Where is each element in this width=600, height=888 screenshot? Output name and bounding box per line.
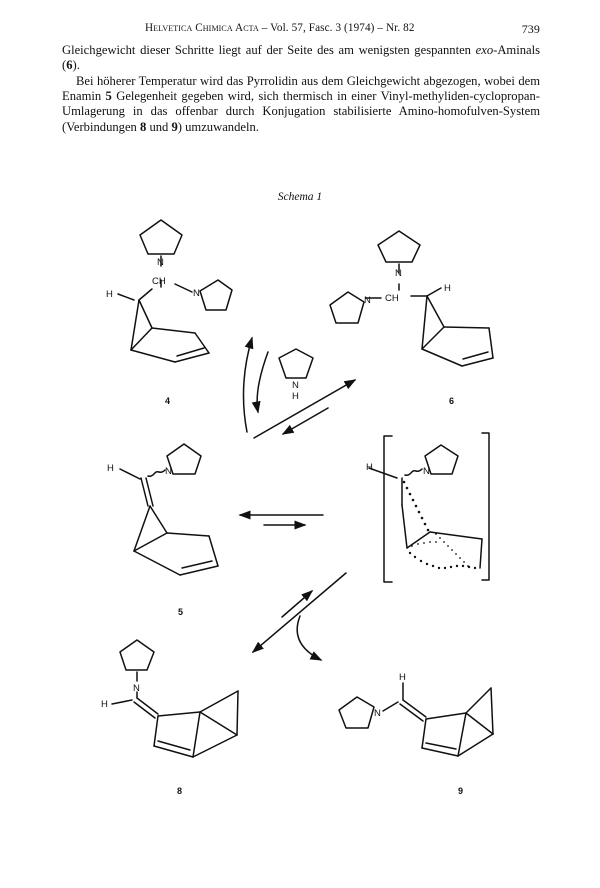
c5-n: N (165, 466, 172, 477)
c9-h: H (399, 672, 406, 683)
c6-n-top: N (395, 268, 402, 279)
journal-citation (145, 22, 415, 34)
p2-compound-ref-8: 8 (140, 119, 147, 134)
ts-bracket-left (384, 436, 392, 582)
c4-ch: CH (152, 276, 166, 287)
ts-h: H (366, 462, 373, 473)
c5-h: H (107, 463, 114, 474)
p2-text-a: Bei höherer Temperatur wird das Pyrrolidin aus dem Gleichgewicht abgezogen, wobei dem Enamin (62, 74, 540, 104)
arrow-4-to-5 (257, 352, 268, 412)
c6-pyrrolidine-left (330, 292, 364, 323)
ts-bracket-right (482, 433, 489, 580)
c8-n: N (133, 683, 140, 694)
paragraph-2 (62, 74, 540, 135)
reagent-h: H (292, 391, 299, 402)
c4-pyrrolidine-right (200, 280, 232, 310)
c8-h: H (101, 699, 108, 710)
compound-5 (120, 444, 218, 575)
pyrrolidine-reagent (279, 349, 313, 378)
p1-exo: exo (475, 43, 494, 57)
arrow-8-to-ts (282, 591, 312, 617)
label-compound-6: 6 (449, 396, 455, 406)
paragraph-1 (62, 43, 540, 73)
p2-text-c: und (146, 119, 172, 134)
ts-wavy-bond (405, 469, 422, 475)
arrow-5-to-4 (243, 338, 252, 432)
c9-n: N (374, 708, 381, 719)
label-compound-9: 9 (458, 786, 464, 796)
reaction-scheme (0, 200, 600, 820)
compound-9 (339, 683, 493, 756)
label-compound-4: 4 (165, 396, 171, 406)
c6-n-left: N (364, 295, 371, 306)
arrow-to-9 (297, 616, 321, 660)
p1-compound-ref: 6 (66, 58, 73, 73)
arrow-5-to-6 (254, 380, 355, 438)
c4-n-top: N (157, 257, 164, 268)
ts-pyrrolidine (425, 445, 458, 474)
arrow-6-to-5 (283, 408, 328, 434)
compound-8 (112, 640, 238, 757)
c4-h: H (106, 289, 113, 300)
label-compound-8: 8 (177, 786, 183, 796)
c4-pyrrolidine-top (140, 220, 182, 254)
transition-state (369, 433, 489, 582)
p2-compound-ref-5: 5 (105, 89, 112, 104)
c6-pyrrolidine-top (378, 231, 420, 262)
c5-pyrrolidine (167, 444, 201, 474)
label-compound-5: 5 (178, 607, 184, 617)
p1-text-c: ). (72, 58, 80, 73)
c4-n-right: N (193, 288, 200, 299)
c5-wavy-bond (148, 470, 165, 476)
reagent-n: N (292, 380, 299, 391)
ts-dotted-bonds (403, 481, 476, 570)
journal-name: Helvetica Chimica Acta (145, 22, 259, 34)
p1-text-a: Gleichgewicht dieser Schritte liegt auf der Seite des am wenigsten gespannten (62, 43, 476, 57)
ts-n: N (423, 466, 430, 477)
compound-4 (118, 220, 232, 362)
volume-info: – Vol. 57, Fasc. 3 (1974) – Nr. 82 (258, 22, 415, 34)
p2-text-d: ) umzuwandeln. (177, 119, 259, 134)
c8-pyrrolidine (120, 640, 154, 670)
p2-compound-ref-9: 9 (171, 119, 178, 134)
page-number: 739 (521, 22, 540, 36)
scheme-caption: Schema 1 (277, 191, 323, 203)
c9-pyrrolidine (339, 697, 374, 728)
c6-ch: CH (385, 293, 399, 304)
running-header (62, 22, 540, 38)
p1-text-b: -Aminals ( (62, 43, 540, 73)
c6-h: H (444, 283, 451, 294)
compound-6 (330, 231, 493, 366)
p2-text-b: Gelegenheit gegeben wird, sich thermisch in einer Vinyl-methyliden-cyclopropan-Umlagerung in das offenbar durch Konjugation stabilisierte Amino-homofulven-System (Verbindungen (62, 89, 540, 134)
